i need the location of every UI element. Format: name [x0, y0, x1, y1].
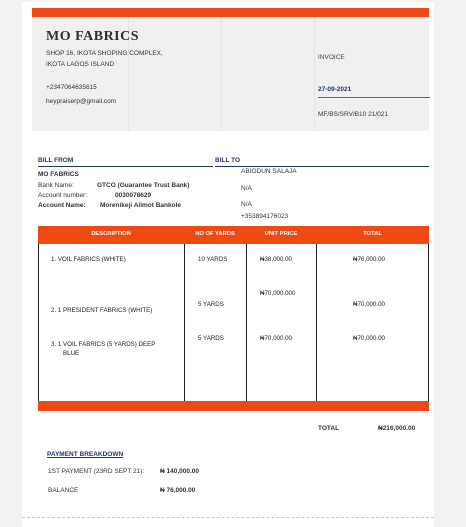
document-type-label: INVOICE — [318, 54, 345, 61]
row-3-unit-price: ₦70,000.00 — [260, 335, 292, 342]
table-footer-bar — [38, 401, 429, 411]
col-header-total: TOTAL — [363, 231, 382, 237]
balance-label: BALANCE — [48, 487, 79, 494]
account-number-label: Account number: — [38, 192, 88, 199]
grid-line — [221, 17, 222, 131]
bill-to-label: BILL TO — [215, 157, 241, 164]
column-divider — [184, 244, 185, 401]
row-3-total: ₦70,000.00 — [353, 335, 385, 342]
bill-from-name: MO FABRICS — [38, 171, 79, 178]
company-name: MO FABRICS — [46, 29, 140, 44]
row-2-yards: 5 YARDS — [198, 301, 224, 308]
bank-name-label: Bank Name: — [38, 182, 74, 189]
account-name-label: Account Name: — [38, 202, 86, 209]
row-1-description: 1. VOIL FABRICS (WHITE) — [51, 256, 126, 263]
page-break-line — [22, 517, 434, 519]
row-2-total: ₦70,000.00 — [353, 301, 385, 308]
company-phone: +2347064635615 — [46, 84, 97, 91]
payment-breakdown-title: PAYMENT BREAKDOWN — [47, 451, 124, 458]
invoice-date: 27-09-2021 — [318, 86, 352, 93]
bill-from-label: BILL FROM — [38, 157, 74, 164]
row-1-yards: 10 YARDS — [198, 256, 228, 263]
items-table-body — [38, 244, 429, 401]
table-header-row — [38, 226, 429, 244]
row-3-description-line-1: 3. 1 VOIL FABRICS (5 YARDS) DEEP — [51, 341, 156, 348]
column-divider — [246, 244, 247, 401]
col-header-yards: NO OF YARDS — [195, 231, 235, 237]
bank-name-value: GTCO (Guarantee Trust Bank) — [97, 182, 190, 189]
row-3-description-line-2: BLUE — [63, 350, 80, 357]
first-payment-value: ₦ 140,000.00 — [160, 468, 200, 475]
first-payment-label: 1ST PAYMENT (23RD SEPT 21): — [48, 468, 145, 475]
row-2-unit-price: ₦70,000.000 — [260, 290, 296, 297]
company-email: heypraiserp@gmail.com — [46, 98, 117, 105]
bill-to-underline — [215, 166, 429, 167]
col-header-unit-price: UNIT PRICE — [264, 231, 298, 237]
total-value: ₦216,000.00 — [378, 425, 416, 432]
date-underline — [318, 97, 430, 98]
column-divider — [316, 244, 317, 401]
address-line-2: IKOTA LAGOS ISLAND — [46, 61, 115, 68]
invoice-reference: MF/BS/SRV/B10 21/021 — [318, 111, 388, 118]
bill-from-underline — [38, 166, 213, 167]
address-line-1: SHOP 16, IKOTA SHOPING COMPLEX, — [46, 50, 163, 57]
balance-value: ₦ 76,000.00 — [160, 487, 196, 494]
account-number-value: 0030078629 — [115, 192, 152, 199]
bill-to-line-2: N/A — [241, 185, 252, 192]
row-1-total: ₦76,000.00 — [353, 256, 385, 263]
bill-to-line-3: N/A — [241, 201, 252, 208]
bill-to-name: ABIODUN SALAJA — [241, 168, 297, 175]
grid-line — [314, 17, 315, 131]
bill-to-phone: +353894176023 — [241, 213, 289, 220]
row-3-yards: 5 YARDS — [198, 335, 224, 342]
row-2-description: 2. 1 PRESIDENT FABRICS (WHITE) — [51, 307, 153, 314]
total-label: TOTAL — [318, 425, 340, 432]
account-name-value: Morenikeji Alimot Bankole — [100, 202, 182, 209]
col-header-description: DESCRIPTION — [91, 231, 131, 237]
top-accent-bar — [32, 8, 429, 17]
invoice-page — [22, 2, 434, 527]
row-1-unit-price: ₦38,000.00 — [260, 256, 292, 263]
